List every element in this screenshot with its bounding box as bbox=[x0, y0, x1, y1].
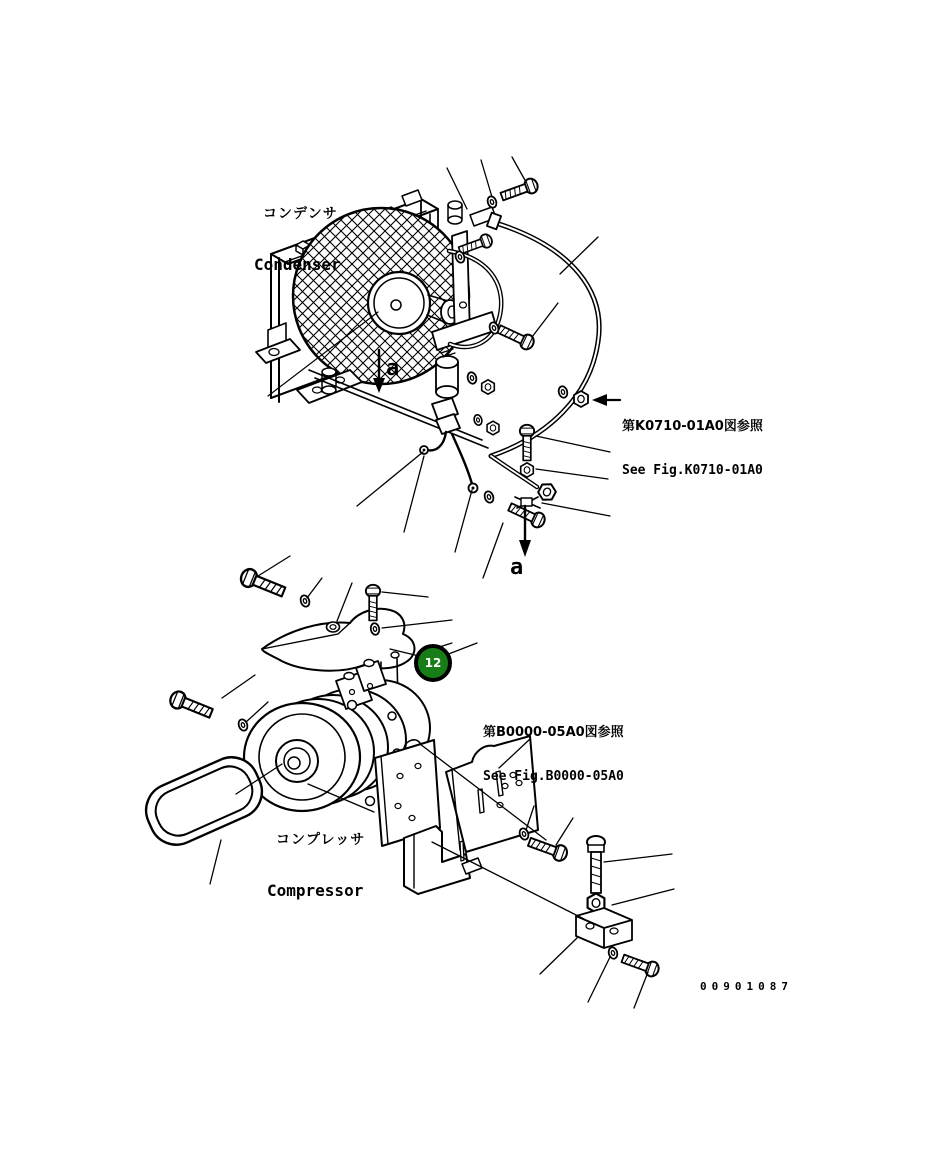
compressor-label-jp: コンプレッサ bbox=[276, 831, 366, 848]
view-a-label-top: a bbox=[386, 356, 400, 381]
condenser-label-en: Condenser bbox=[254, 254, 341, 274]
view-a-label-bottom: a bbox=[510, 555, 524, 580]
callout-12-balloon[interactable]: 12 bbox=[414, 644, 452, 682]
ref-link-k0710[interactable] bbox=[622, 391, 763, 507]
ref-b0000-jp: 第B0000-05A0図参照 bbox=[483, 725, 624, 741]
condenser-label bbox=[254, 173, 341, 307]
compressor-label bbox=[267, 799, 365, 933]
ref-b0000-en: See Fig.B0000-05A0 bbox=[483, 768, 624, 784]
condenser-label-jp: コンデンサ bbox=[263, 205, 338, 222]
ref-link-b0000[interactable] bbox=[483, 697, 624, 813]
drive-belt bbox=[137, 749, 270, 854]
ref-k0710-jp: 第K0710-01A0図参照 bbox=[622, 419, 763, 435]
ref-arrow bbox=[592, 394, 620, 406]
compressor-label-en: Compressor bbox=[267, 880, 364, 900]
drawing-number: 00901087 bbox=[700, 980, 793, 993]
ref-k0710-en: See Fig.K0710-01A0 bbox=[622, 462, 763, 478]
